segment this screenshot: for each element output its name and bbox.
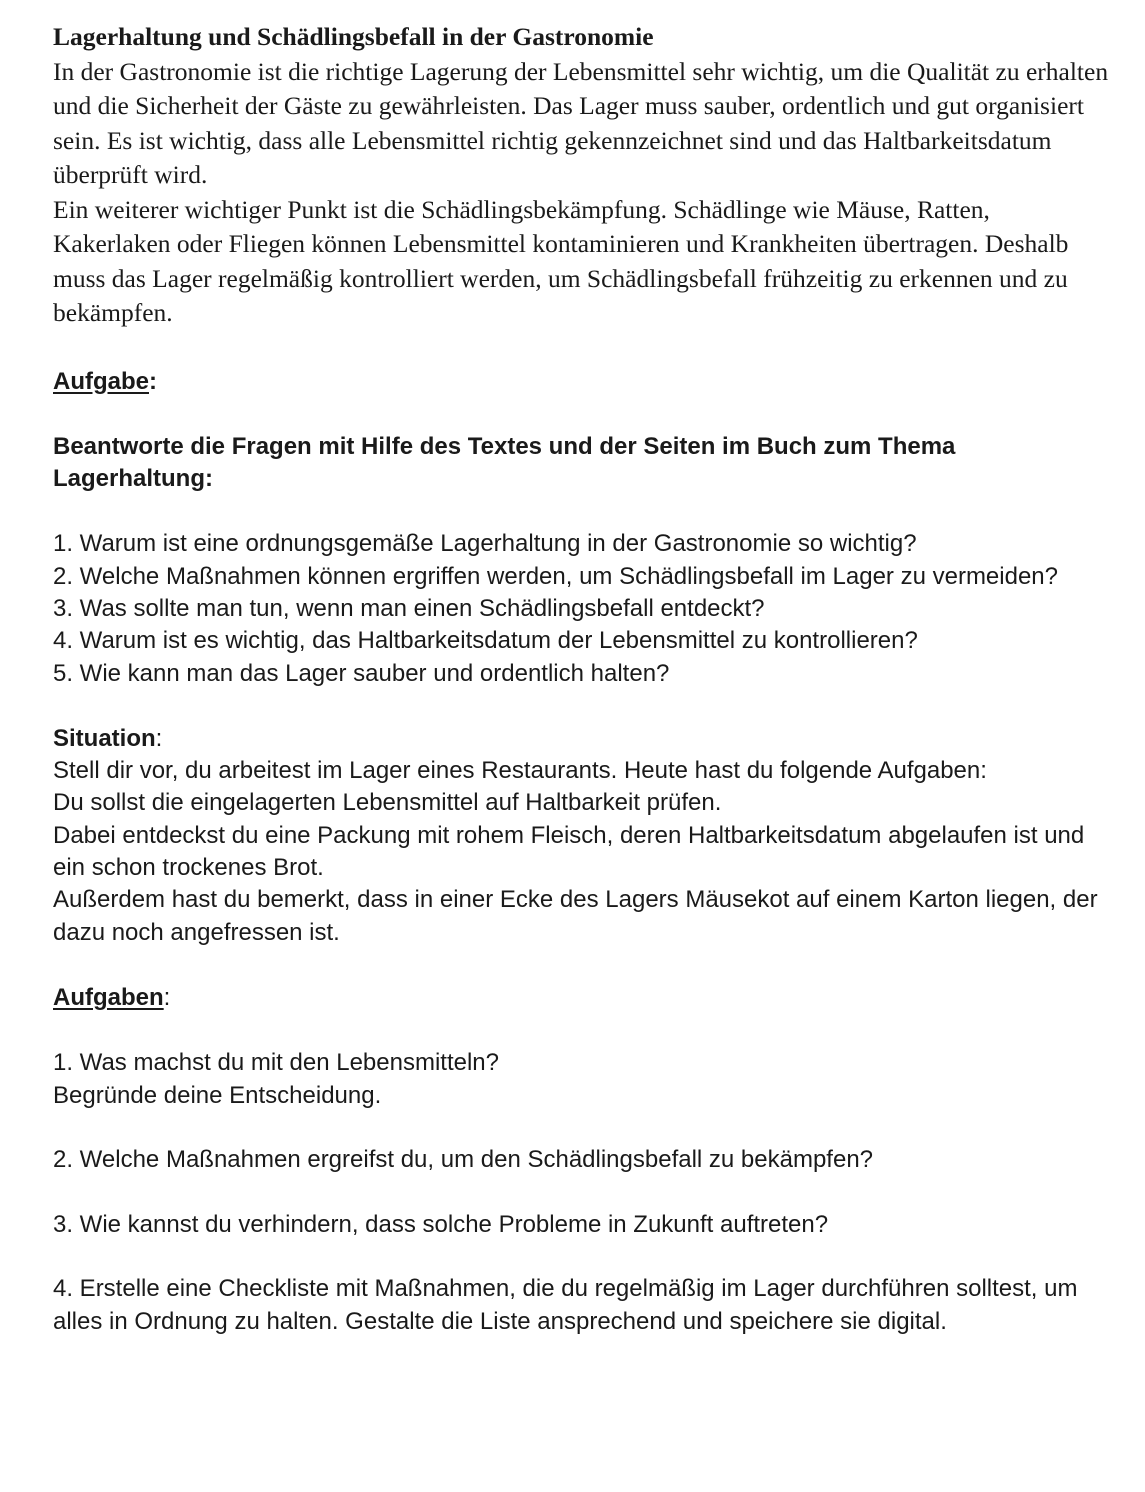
document-page bbox=[53, 20, 1113, 1338]
situation-heading-colon: : bbox=[155, 724, 163, 752]
aufgaben-heading-row bbox=[53, 982, 1113, 1014]
article-section bbox=[53, 20, 1113, 331]
task-item-2: 2. Welche Maßnahmen ergreifst du, um den Schädlingsbefall zu bekämpfen? bbox=[53, 1146, 874, 1174]
aufgabe-heading-row bbox=[53, 366, 1113, 398]
question-item: 1. Warum ist eine ordnungsgemäße Lagerhaltung in der Gastronomie so wichtig? bbox=[53, 530, 917, 558]
task-item-4: 4. Erstelle eine Checkliste mit Maßnahmen, die du regelmäßig im Lager durchführen solltest, um alles in Ordnung zu halten. Gestalte die Liste ansprechend und speichere sie digital. bbox=[53, 1275, 1078, 1335]
situation-line: Außerdem hast du bemerkt, dass in einer Ecke des Lagers Mäusekot auf einem Karton liegen, der dazu noch angefressen ist. bbox=[53, 886, 1098, 946]
task-list bbox=[53, 1047, 1113, 1338]
article-paragraph-2: Ein weiterer wichtiger Punkt ist die Schädlingsbekämpfung. Schädlinge wie Mäuse, Ratten, Kakerlaken oder Fliegen können Lebensmittel kontaminieren und Krankheiten übertragen. Deshalb muss das Lager regelmäßig kontrolliert werden, um Schädlingsbefall frühzeitig zu erkennen und zu bekämpfen. bbox=[53, 194, 1069, 327]
situation-line: Du sollst die eingelagerten Lebensmittel auf Haltbarkeit prüfen. bbox=[53, 789, 722, 817]
article-paragraph-1: In der Gastronomie ist die richtige Lagerung der Lebensmittel sehr wichtig, um die Qualität zu erhalten und die Sicherheit der Gäste zu gewährleisten. Das Lager muss sauber, ordentlich und gut organisiert sein. Es ist wichtig, dass alle Lebensmittel richtig gekennzeichnet sind und das Haltbarkeitsdatum überprüft wird. bbox=[53, 56, 1109, 189]
question-item: 2. Welche Maßnahmen können ergriffen werden, um Schädlingsbefall im Lager zu vermeiden? bbox=[53, 562, 1058, 590]
question-item: 5. Wie kann man das Lager sauber und ordentlich halten? bbox=[53, 659, 670, 687]
aufgaben-heading: Aufgaben bbox=[53, 983, 164, 1011]
task-item-3: 3. Wie kannst du verhindern, dass solche Probleme in Zukunft auftreten? bbox=[53, 1210, 829, 1238]
spacer bbox=[53, 1176, 1113, 1208]
spacer bbox=[53, 1112, 1113, 1144]
task-item-1: 1. Was machst du mit den Lebensmitteln? bbox=[53, 1049, 499, 1077]
situation-section bbox=[53, 723, 1113, 949]
situation-heading-row bbox=[53, 723, 1113, 755]
aufgabe-instruction: Beantworte die Fragen mit Hilfe des Textes und der Seiten im Buch zum Thema Lagerhaltung: bbox=[53, 432, 956, 493]
task-item-1-sub: Begründe deine Entscheidung. bbox=[53, 1081, 382, 1109]
spacer bbox=[53, 1241, 1113, 1273]
question-item: 3. Was sollte man tun, wenn man einen Schädlingsbefall entdeckt? bbox=[53, 594, 765, 622]
aufgabe-heading: Aufgabe bbox=[53, 367, 149, 395]
situation-line: Dabei entdeckst du eine Packung mit rohem Fleisch, deren Haltbarkeitsdatum abgelaufen ist und ein schon trockenes Brot. bbox=[53, 821, 1085, 882]
situation-line: Stell dir vor, du arbeitest im Lager eines Restaurants. Heute hast du folgende Aufgaben: bbox=[53, 757, 987, 785]
aufgabe-heading-colon: : bbox=[149, 367, 157, 395]
situation-heading: Situation bbox=[53, 724, 156, 752]
aufgaben-heading-colon: : bbox=[163, 983, 171, 1011]
article-title: Lagerhaltung und Schädlingsbefall in der Gastronomie bbox=[53, 22, 654, 51]
question-item: 4. Warum ist es wichtig, das Haltbarkeitsdatum der Lebensmittel zu kontrollieren? bbox=[53, 627, 918, 655]
question-list bbox=[53, 528, 1113, 689]
